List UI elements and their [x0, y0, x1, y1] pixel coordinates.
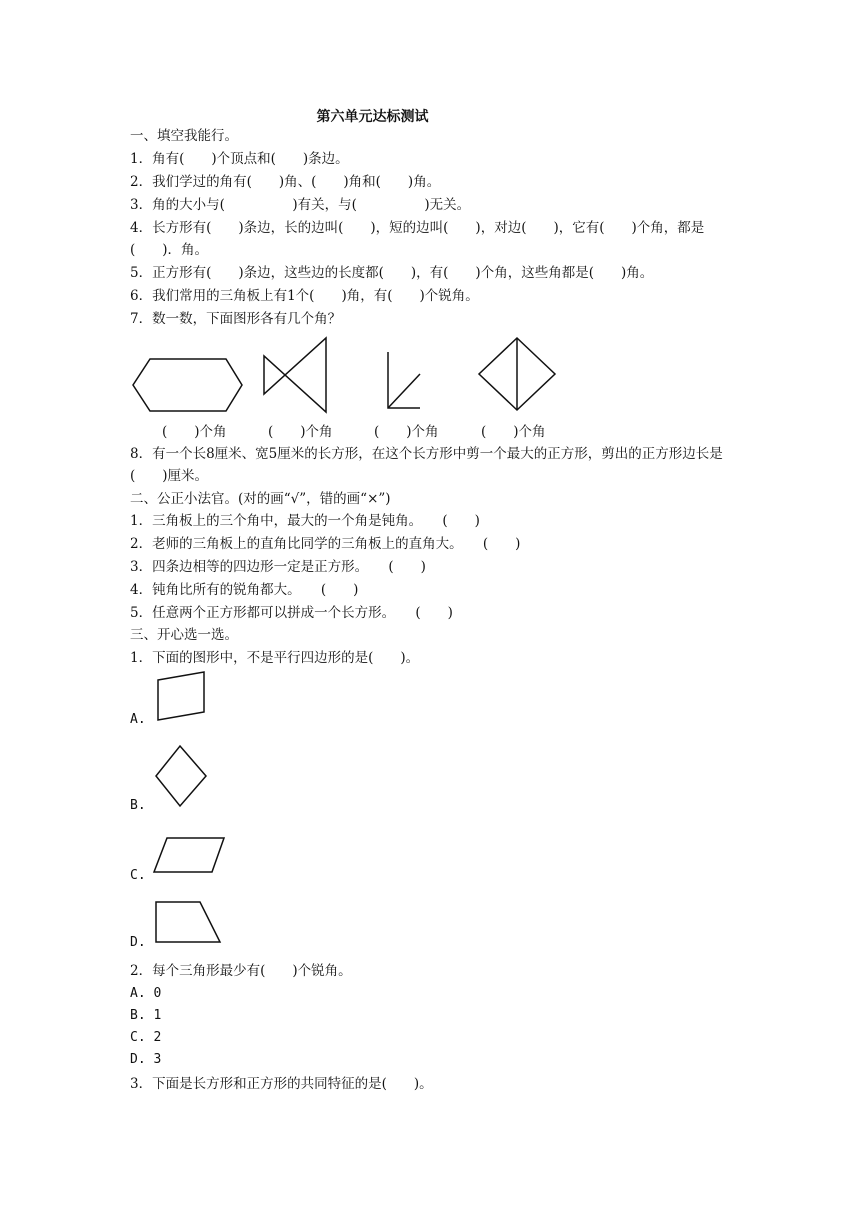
question-3-2: 2．每个三角形最少有( )个锐角。 [130, 963, 352, 979]
question-1-2: 2．我们学过的角有( )角、( )角和( )角。 [130, 174, 441, 190]
judge-item-2: 2．老师的三角板上的直角比同学的三角板上的直角大。 ( ) [130, 536, 521, 552]
question-1-3: 3．角的大小与( )有关，与( )无关。 [130, 197, 471, 213]
q2-option-d: D. 3 [130, 1052, 162, 1067]
option-d-label: D. [130, 935, 146, 950]
hexagon-figure [128, 352, 248, 418]
question-1-6: 6．我们常用的三角板上有1个( )角，有( )个锐角。 [130, 288, 479, 304]
option-c-parallelogram [150, 834, 230, 878]
question-3-1: 1．下面的图形中，不是平行四边形的是( )。 [130, 650, 420, 666]
question-1-7: 7．数一数，下面图形各有几个角？ [130, 311, 342, 327]
rhombus-diagonal-figure [474, 334, 560, 414]
q7-blank-3: ( )个角 [374, 424, 439, 440]
option-a-label: A. [130, 712, 146, 727]
option-a-parallelogram [152, 668, 210, 724]
page-title: 第六单元达标测试 [316, 109, 429, 125]
judge-item-3: 3．四条边相等的四边形一定是正方形。 ( ) [130, 559, 426, 575]
angle-figure [382, 348, 424, 412]
q7-blank-2: ( )个角 [268, 424, 333, 440]
judge-item-5: 5．任意两个正方形都可以拼成一个长方形。 ( ) [130, 605, 453, 621]
question-1-4: 4．长方形有( )条边，长的边叫( )，短的边叫( )，对边( )，它有( )个角，都是( )．角。 [130, 220, 705, 258]
q2-option-c: C. 2 [130, 1030, 162, 1045]
question-1-8: 8．有一个长8厘米、宽5厘米的长方形，在这个长方形中剪一个最大的正方形，剪出的正方形边长是( )厘米。 [130, 446, 723, 484]
q2-option-a: A. 0 [130, 986, 162, 1001]
question-1-1: 1．角有( )个顶点和( )条边。 [130, 151, 349, 167]
q7-blank-4: ( )个角 [481, 424, 546, 440]
q7-blank-1: ( )个角 [162, 424, 227, 440]
section2-heading: 二、公正小法官。(对的画“√”，错的画“×”) [130, 491, 391, 507]
section1-heading: 一、填空我能行。 [130, 128, 238, 144]
judge-item-1: 1．三角板上的三个角中，最大的一个角是钝角。 ( ) [130, 513, 480, 529]
judge-item-4: 4．钝角比所有的锐角都大。 ( ) [130, 582, 359, 598]
option-d-trapezoid [152, 898, 226, 948]
q2-option-b: B. 1 [130, 1008, 162, 1023]
option-b-rhombus [150, 742, 212, 812]
option-c-label: C. [130, 868, 146, 883]
section3-heading: 三、开心选一选。 [130, 627, 238, 643]
question-3-3: 3．下面是长方形和正方形的共同特征的是( )。 [130, 1076, 433, 1092]
question-1-5: 5．正方形有( )条边，这些边的长度都( )，有( )个角，这些角都是( )角。 [130, 265, 654, 281]
option-b-label: B. [130, 798, 146, 813]
bowtie-figure [258, 332, 334, 416]
